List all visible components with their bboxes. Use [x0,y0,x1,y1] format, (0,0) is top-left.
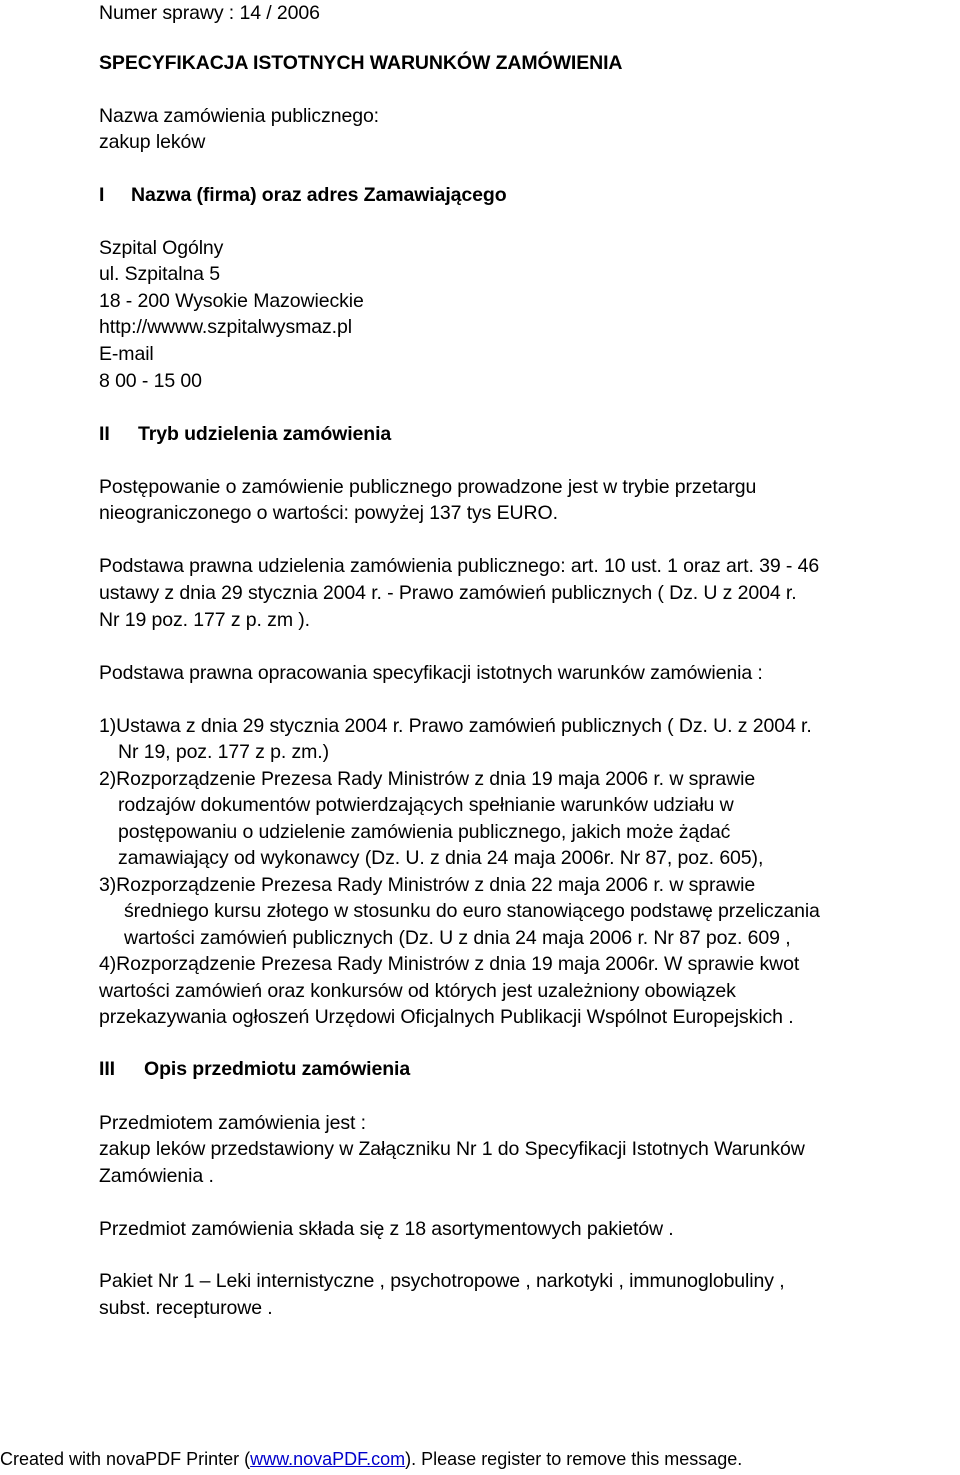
paragraph-line: Zamówienia . [99,1165,214,1187]
list-item-line: 1)Ustawa z dnia 29 stycznia 2004 r. Prawo zamówień publicznych ( Dz. U. z 2004 r. [99,715,812,737]
novapdf-link[interactable]: www.novaPDF.com [250,1449,406,1469]
section-1-title: Nazwa (firma) oraz adres Zamawiającego [131,184,507,206]
email-label: E-mail [99,343,154,365]
paragraph-line: Nr 19 poz. 177 z p. zm ). [99,609,311,631]
novapdf-footer [0,1447,742,1471]
document-title: SPECYFIKACJA ISTOTNYCH WARUNKÓW ZAMÓWIENIA [99,52,623,74]
order-name-label: Nazwa zamówienia publicznego: [99,105,380,127]
case-number: Numer sprawy : 14 / 2006 [99,2,320,24]
office-hours: 8 00 - 15 00 [99,370,202,392]
address-name: Szpital Ogólny [99,237,224,259]
paragraph-line: Podstawa prawna opracowania specyfikacji istotnych warunków zamówienia : [99,662,763,684]
list-item-line: wartości zamówień oraz konkursów od których jest uzależniony obowiązek [99,980,736,1002]
section-3-title: Opis przedmiotu zamówienia [144,1058,411,1080]
list-item-line: średniego kursu złotego w stosunku do euro stanowiącego podstawę przeliczania [124,900,820,922]
paragraph-line: zakup leków przedstawiony w Załączniku Nr 1 do Specyfikacji Istotnych Warunków [99,1138,805,1160]
address-city: 18 - 200 Wysokie Mazowieckie [99,290,364,312]
paragraph-line: Przedmiot zamówienia składa się z 18 asortymentowych pakietów . [99,1218,674,1240]
address-street: ul. Szpitalna 5 [99,263,220,285]
list-item-line: przekazywania ogłoszeń Urzędowi Oficjalnych Publikacji Wspólnot Europejskich . [99,1006,794,1028]
section-2-number: II [99,423,110,445]
section-3-heading [99,1056,410,1082]
paragraph-line: Postępowanie o zamówienie publicznego prowadzone jest w trybie przetargu [99,476,757,498]
section-1-number: I [99,184,105,206]
section-2-title: Tryb udzielenia zamówienia [138,423,392,445]
website-link[interactable]: http://wwww.szpitalwysmaz.pl [99,316,352,338]
list-item-line: 4)Rozporządzenie Prezesa Rady Ministrów z dnia 19 maja 2006r. W sprawie kwot [99,953,800,975]
list-item-line: 3)Rozporządzenie Prezesa Rady Ministrów z dnia 22 maja 2006 r. w sprawie [99,874,756,896]
section-2-heading [99,421,391,447]
list-item-line: postępowaniu o udzielenie zamówienia publicznego, jakich może żądać [118,821,731,843]
list-item-line: rodzajów dokumentów potwierdzających spełnianie warunków udziału w [118,794,734,816]
section-3-number: III [99,1058,115,1080]
list-item-line: wartości zamówień publicznych (Dz. U z dnia 24 maja 2006 r. Nr 87 poz. 609 , [124,927,791,949]
paragraph-line: nieograniczonego o wartości: powyżej 137 tys EURO. [99,502,558,524]
list-item-line: 2)Rozporządzenie Prezesa Rady Ministrów z dnia 19 maja 2006 r. w sprawie [99,768,756,790]
section-1-heading [99,182,507,208]
paragraph-line: Podstawa prawna udzielenia zamówienia publicznego: art. 10 ust. 1 oraz art. 39 - 46 [99,555,820,577]
list-item-line: zamawiający od wykonawcy (Dz. U. z dnia 24 maja 2006r. Nr 87, poz. 605), [118,847,764,869]
footer-text: Created with novaPDF Printer ( [0,1449,251,1469]
paragraph-line: subst. recepturowe . [99,1297,273,1319]
paragraph-line: Przedmiotem zamówienia jest : [99,1112,366,1134]
paragraph-line: Pakiet Nr 1 – Leki internistyczne , psychotropowe , narkotyki , immunoglobuliny , [99,1270,785,1292]
list-item-line: Nr 19, poz. 177 z p. zm.) [118,741,330,763]
footer-text: ). Please register to remove this message. [405,1449,743,1469]
paragraph-line: ustawy z dnia 29 stycznia 2004 r. - Prawo zamówień publicznych ( Dz. U z 2004 r. [99,582,797,604]
order-name-value: zakup leków [99,131,206,153]
